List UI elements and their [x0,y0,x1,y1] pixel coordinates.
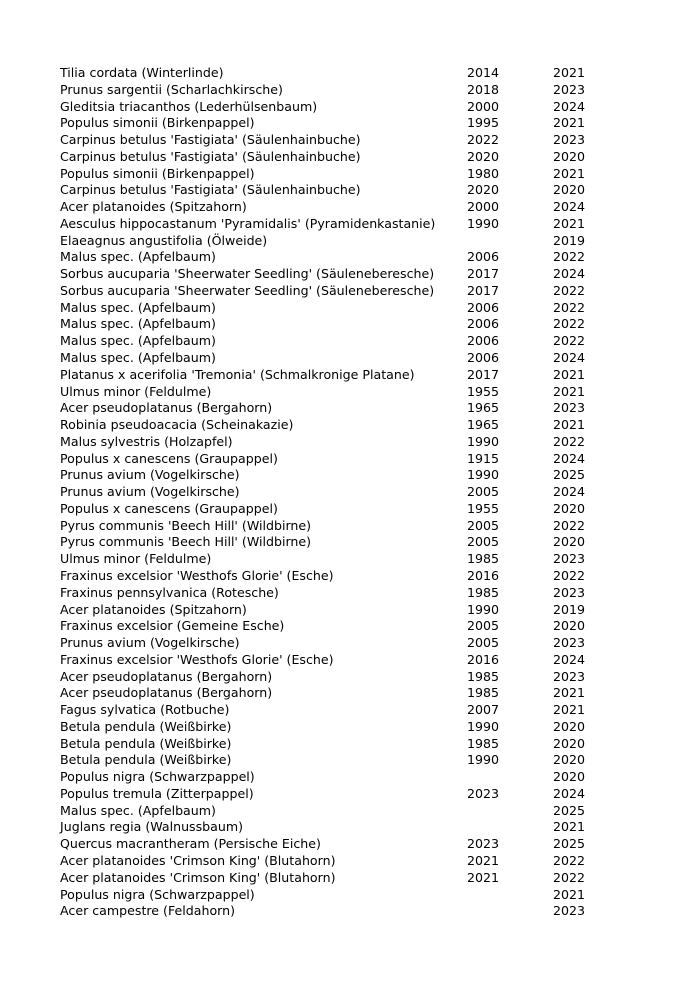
tree-species-cell: Pyrus communis 'Beech Hill' (Wildbirne) [60,517,312,533]
planting-year-cell: 1985 [467,735,500,751]
planting-year-cell: 1985 [467,551,500,567]
table-row [60,367,620,384]
tree-species-cell: Sorbus aucuparia 'Sheerwater Seedling' (Säuleneberesche) [60,266,435,282]
tree-species-cell: Acer platanoides 'Crimson King' (Blutahorn) [60,852,336,868]
record-year-cell: 2020 [553,534,586,550]
planting-year-cell: 2006 [467,299,500,315]
table-row [60,769,620,786]
table-row [60,166,620,183]
record-year-cell: 2021 [553,165,586,181]
tree-species-cell: Acer platanoides 'Crimson King' (Blutahorn) [60,869,336,885]
planting-year-cell: 1990 [467,752,500,768]
record-year-cell: 2022 [553,567,586,583]
tree-species-cell: Malus spec. (Apfelbaum) [60,333,216,349]
planting-year-cell: 1955 [467,383,500,399]
table-row [60,300,620,317]
table-row [60,903,620,920]
record-year-cell: 2020 [553,500,586,516]
table-row [60,585,620,602]
planting-year-cell: 2006 [467,333,500,349]
planting-year-cell: 2005 [467,635,500,651]
table-row [60,752,620,769]
tree-species-cell: Ulmus minor (Feldulme) [60,383,212,399]
tree-species-cell: Prunus sargentii (Scharlachkirsche) [60,81,283,97]
planting-year-cell: 2017 [467,266,500,282]
planting-year-cell: 2016 [467,567,500,583]
tree-species-cell: Malus spec. (Apfelbaum) [60,316,216,332]
tree-species-cell: Ulmus minor (Feldulme) [60,551,212,567]
tree-species-cell: Carpinus betulus 'Fastigiata' (Säulenhainbuche) [60,132,361,148]
record-year-cell: 2023 [553,551,586,567]
tree-species-cell: Juglans regia (Walnussbaum) [60,819,244,835]
table-row [60,803,620,820]
record-year-cell: 2021 [553,215,586,231]
record-year-cell: 2022 [553,282,586,298]
table-row [60,534,620,551]
table-row [60,233,620,250]
planting-year-cell: 1965 [467,417,500,433]
planting-year-cell: 1915 [467,450,500,466]
table-row [60,249,620,266]
planting-year-cell: 2007 [467,702,500,718]
tree-species-cell: Robinia pseudoacacia (Scheinakazie) [60,417,294,433]
table-row [60,182,620,199]
table-row [60,216,620,233]
planting-year-cell: 2005 [467,517,500,533]
record-year-cell: 2023 [553,584,586,600]
table-row [60,266,620,283]
table-row [60,518,620,535]
record-year-cell: 2023 [553,132,586,148]
record-year-cell: 2024 [553,199,586,215]
table-row [60,149,620,166]
table-row [60,618,620,635]
record-year-cell: 2024 [553,350,586,366]
planting-year-cell: 2020 [467,148,500,164]
tree-species-cell: Prunus avium (Vogelkirsche) [60,484,240,500]
planting-year-cell: 1995 [467,115,500,131]
table-row [60,484,620,501]
planting-year-cell: 2000 [467,98,500,114]
table-row [60,350,620,367]
planting-year-cell: 1985 [467,685,500,701]
tree-species-cell: Populus x canescens (Graupappel) [60,500,278,516]
record-year-cell: 2020 [553,752,586,768]
tree-species-cell: Malus spec. (Apfelbaum) [60,299,216,315]
planting-year-cell: 2021 [467,852,500,868]
tree-species-cell: Malus spec. (Apfelbaum) [60,249,216,265]
table-row [60,887,620,904]
table-row [60,115,620,132]
tree-species-cell: Malus spec. (Apfelbaum) [60,802,216,818]
tree-species-cell: Prunus avium (Vogelkirsche) [60,635,240,651]
record-year-cell: 2023 [553,903,586,919]
tree-species-cell: Carpinus betulus 'Fastigiata' (Säulenhainbuche) [60,148,361,164]
planting-year-cell: 2021 [467,869,500,885]
planting-year-cell: 2014 [467,65,500,80]
planting-year-cell: 1990 [467,215,500,231]
table-row [60,65,620,82]
record-year-cell: 2024 [553,450,586,466]
record-year-cell: 2021 [553,685,586,701]
planting-year-cell: 2017 [467,282,500,298]
planting-year-cell: 2018 [467,81,500,97]
record-year-cell: 2021 [553,383,586,399]
record-year-cell: 2024 [553,266,586,282]
planting-year-cell: 2005 [467,484,500,500]
planting-year-cell: 1990 [467,601,500,617]
planting-year-cell: 2005 [467,618,500,634]
record-year-cell: 2023 [553,81,586,97]
record-year-cell: 2024 [553,651,586,667]
record-year-cell: 2022 [553,433,586,449]
table-row [60,652,620,669]
planting-year-cell: 1965 [467,400,500,416]
tree-species-cell: Fraxinus excelsior 'Westhofs Glorie' (Esche) [60,567,334,583]
table-row [60,316,620,333]
record-year-cell: 2021 [553,115,586,131]
table-row [60,467,620,484]
table-row [60,702,620,719]
record-year-cell: 2022 [553,869,586,885]
table-row [60,870,620,887]
record-year-cell: 2025 [553,802,586,818]
planting-year-cell: 2005 [467,534,500,550]
tree-species-cell: Acer pseudoplatanus (Bergahorn) [60,685,273,701]
tree-species-cell: Populus nigra (Schwarzpappel) [60,886,255,902]
table-row [60,669,620,686]
tree-species-cell: Gleditsia triacanthos (Lederhülsenbaum) [60,98,318,114]
planting-year-cell: 1990 [467,467,500,483]
planting-year-cell: 2020 [467,182,500,198]
planting-year-cell: 2023 [467,785,500,801]
record-year-cell: 2022 [553,299,586,315]
record-year-cell: 2020 [553,735,586,751]
tree-species-cell: Pyrus communis 'Beech Hill' (Wildbirne) [60,534,312,550]
record-year-cell: 2020 [553,618,586,634]
tree-species-cell: Quercus macrantheram (Persische Eiche) [60,836,321,852]
record-year-cell: 2021 [553,417,586,433]
table-row [60,786,620,803]
tree-species-cell: Elaeagnus angustifolia (Ölweide) [60,232,268,248]
tree-species-cell: Fraxinus excelsior (Gemeine Esche) [60,618,285,634]
planting-year-cell: 2017 [467,366,500,382]
planting-year-cell: 1985 [467,668,500,684]
tree-species-cell: Prunus avium (Vogelkirsche) [60,467,240,483]
tree-species-cell: Tilia cordata (Winterlinde) [60,65,224,80]
table-row [60,82,620,99]
record-year-cell: 2023 [553,668,586,684]
planting-year-cell: 2006 [467,249,500,265]
planting-year-cell: 1990 [467,718,500,734]
tree-species-cell: Acer platanoides (Spitzahorn) [60,199,247,215]
record-year-cell: 2025 [553,467,586,483]
record-year-cell: 2024 [553,484,586,500]
record-year-cell: 2025 [553,836,586,852]
record-year-cell: 2022 [553,852,586,868]
planting-year-cell: 1990 [467,433,500,449]
record-year-cell: 2020 [553,148,586,164]
planting-year-cell: 1980 [467,165,500,181]
table-row [60,501,620,518]
table-row [60,283,620,300]
table-row [60,434,620,451]
record-year-cell: 2021 [553,702,586,718]
tree-species-cell: Platanus x acerifolia 'Tremonia' (Schmalkronige Platane) [60,366,415,382]
table-row [60,451,620,468]
record-year-cell: 2024 [553,785,586,801]
planting-year-cell: 2000 [467,199,500,215]
record-year-cell: 2023 [553,635,586,651]
record-year-cell: 2024 [553,98,586,114]
table-row [60,400,620,417]
table-row [60,736,620,753]
tree-species-cell: Betula pendula (Weißbirke) [60,752,232,768]
tree-species-cell: Carpinus betulus 'Fastigiata' (Säulenhainbuche) [60,182,361,198]
tree-species-cell: Acer pseudoplatanus (Bergahorn) [60,400,273,416]
table-row [60,99,620,116]
tree-species-cell: Acer platanoides (Spitzahorn) [60,601,247,617]
record-year-cell: 2020 [553,718,586,734]
record-year-cell: 2021 [553,65,586,80]
record-year-cell: 2022 [553,249,586,265]
tree-species-cell: Betula pendula (Weißbirke) [60,718,232,734]
tree-species-cell: Malus sylvestris (Holzapfel) [60,433,233,449]
tree-species-cell: Betula pendula (Weißbirke) [60,735,232,751]
record-year-cell: 2020 [553,769,586,785]
table-row [60,635,620,652]
table-row [60,551,620,568]
tree-species-cell: Acer campestre (Feldahorn) [60,903,236,919]
record-year-cell: 2019 [553,601,586,617]
record-year-cell: 2019 [553,232,586,248]
planting-year-cell: 2016 [467,651,500,667]
table-row [60,417,620,434]
tree-species-cell: Populus tremula (Zitterpappel) [60,785,254,801]
record-year-cell: 2022 [553,316,586,332]
table-row [60,853,620,870]
table-row [60,333,620,350]
tree-species-cell: Populus x canescens (Graupappel) [60,450,278,466]
tree-species-cell: Populus nigra (Schwarzpappel) [60,769,255,785]
planting-year-cell: 1955 [467,500,500,516]
record-year-cell: 2021 [553,819,586,835]
tree-species-cell: Populus simonii (Birkenpappel) [60,165,255,181]
record-year-cell: 2020 [553,182,586,198]
tree-species-cell: Acer pseudoplatanus (Bergahorn) [60,668,273,684]
table-row [60,568,620,585]
record-year-cell: 2021 [553,886,586,902]
tree-species-cell: Aesculus hippocastanum 'Pyramidalis' (Pyramidenkastanie) [60,215,436,231]
tree-species-cell: Fraxinus pennsylvanica (Rotesche) [60,584,279,600]
record-year-cell: 2021 [553,366,586,382]
planting-year-cell: 2022 [467,132,500,148]
planting-year-cell: 1985 [467,584,500,600]
tree-species-cell: Fagus sylvatica (Rotbuche) [60,702,230,718]
table-row [60,836,620,853]
planting-year-cell: 2006 [467,350,500,366]
table-row [60,132,620,149]
record-year-cell: 2022 [553,517,586,533]
tree-species-cell: Populus simonii (Birkenpappel) [60,115,255,131]
table-row [60,384,620,401]
table-row [60,602,620,619]
tree-species-cell: Fraxinus excelsior 'Westhofs Glorie' (Esche) [60,651,334,667]
tree-species-cell: Malus spec. (Apfelbaum) [60,350,216,366]
planting-year-cell: 2023 [467,836,500,852]
record-year-cell: 2022 [553,333,586,349]
record-year-cell: 2023 [553,400,586,416]
table-row [60,719,620,736]
table-row [60,819,620,836]
table-row [60,685,620,702]
planting-year-cell: 2006 [467,316,500,332]
table-row [60,199,620,216]
tree-species-cell: Sorbus aucuparia 'Sheerwater Seedling' (Säuleneberesche) [60,282,435,298]
tree-table [60,65,620,920]
